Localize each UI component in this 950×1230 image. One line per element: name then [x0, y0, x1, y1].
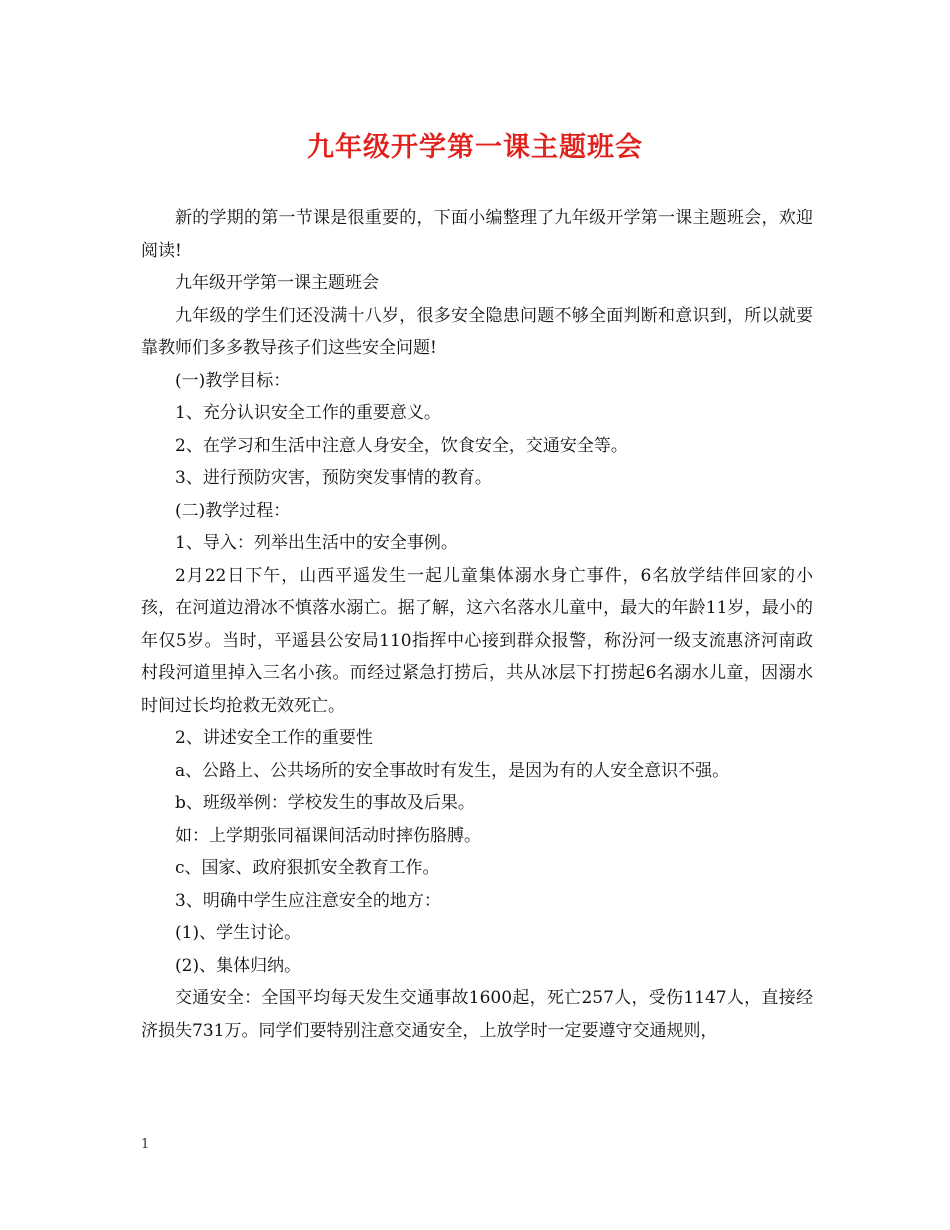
paragraph: 2月22日下午，山西平遥发生一起儿童集体溺水身亡事件，6名放学结伴回家的小孩，在河道边滑冰不慎落水溺亡。据了解，这六名落水儿童中，最大的年龄11岁，最小的年仅5岁。当时，平遥县公安局110指挥中心接到群众报警，称汾河一级支流惠济河南政村段河道里掉入三名小孩。而经过紧急打捞后，共从冰层下打捞起6名溺水儿童，因溺水时间过长均抢救无效死亡。: [141, 565, 813, 716]
paragraph: 2、讲述安全工作的重要性: [175, 728, 373, 748]
paragraph: b、班级举例：学校发生的事故及后果。: [175, 793, 475, 813]
paragraph: 1、充分认识安全工作的重要意义。: [175, 403, 441, 423]
paragraph: (2)、集体归纳。: [175, 955, 302, 976]
paragraph: (1)、学生讨论。: [175, 923, 302, 943]
paragraph: 3、进行预防灾害，预防突发事情的教育。: [175, 468, 492, 488]
paragraph: (二)教学过程：: [175, 500, 291, 521]
document-title: 九年级开学第一课主题班会: [307, 132, 643, 163]
paragraph: 1、导入：列举出生活中的安全事例。: [175, 533, 458, 553]
paragraph: a、公路上、公共场所的安全事故时有发生，是因为有的人安全意识不强。: [175, 760, 730, 781]
document-body: [141, 202, 813, 1047]
paragraph: 3、明确中学生应注意安全的地方：: [175, 890, 441, 911]
page-number: 1: [141, 1137, 150, 1152]
paragraph: (一)教学目标：: [175, 370, 291, 391]
paragraph: 九年级开学第一课主题班会: [175, 273, 379, 293]
paragraph: 新的学期的第一节课是很重要的，下面小编整理了九年级开学第一课主题班会，欢迎阅读!: [141, 208, 813, 261]
paragraph: 2、在学习和生活中注意人身安全，饮食安全，交通安全等。: [175, 435, 628, 456]
paragraph: 如：上学期张同福课间活动时摔伤胳膊。: [175, 825, 481, 846]
paragraph: c、国家、政府狠抓安全教育工作。: [175, 858, 440, 878]
paragraph: 交通安全：全国平均每天发生交通事故1600起，死亡257人，受伤1147人，直接经济损失731万。同学们要特别注意交通安全，上放学时一定要遵守交通规则，: [141, 988, 813, 1041]
paragraph: 九年级的学生们还没满十八岁，很多安全隐患问题不够全面判断和意识到，所以就要靠教师们多多教导孩子们这些安全问题!: [141, 305, 813, 358]
